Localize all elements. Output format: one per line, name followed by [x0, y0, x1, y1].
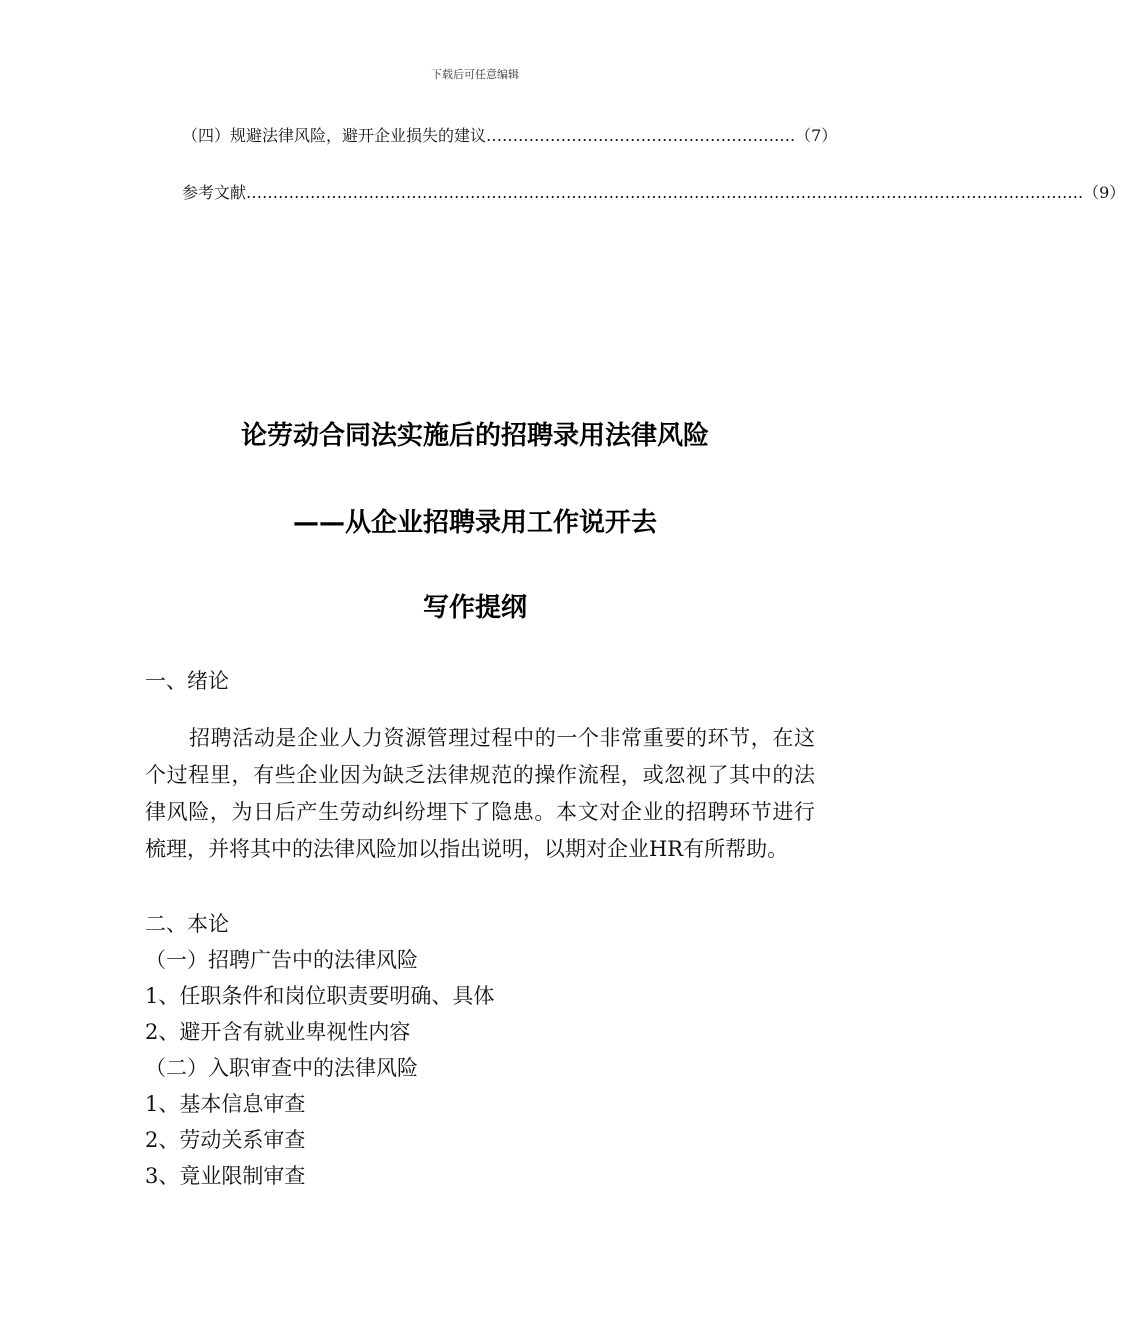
list-item: 2、劳动关系审查: [145, 1128, 306, 1152]
section-heading-introduction: 一、绪论: [145, 669, 229, 693]
toc-entry[interactable]: [182, 125, 838, 147]
outline-heading: 写作提纲: [422, 593, 527, 623]
list-item: 3、竟业限制审查: [145, 1164, 306, 1188]
toc-page-number: .（7）: [790, 126, 838, 145]
subsection-heading: （一）招聘广告中的法律风险: [145, 948, 418, 972]
toc-page-number: .（9）: [1078, 183, 1125, 202]
toc-entry-label: （四）规避法律风险，避开企业损失的建议: [182, 126, 487, 145]
intro-paragraph: 招聘活动是企业人力资源管理过程中的一个非常重要的环节，在这个过程里，有些企业因为缺乏法律规范的操作流程，或忽视了其中的法律风险，为日后产生劳动纠纷埋下了隐患。本文对企业的招聘环节进行梳理，并将其中的法律风险加以指出说明，以期对企业HR有所帮助。: [145, 726, 815, 861]
list-item: 1、基本信息审查: [145, 1092, 306, 1116]
toc-leader-dots: …………………………………………………: [486, 126, 791, 145]
header-note: 下载后可任意编辑: [431, 68, 519, 81]
toc-entry-label: 参考文献: [182, 183, 247, 202]
toc-leader-dots: …………………………………………………………………………………………………………………………………………: [246, 183, 1079, 202]
document-title: 论劳动合同法实施后的招聘录用法律风险: [240, 421, 709, 451]
toc-entry[interactable]: [182, 182, 1125, 204]
list-item: 2、避开含有就业卑视性内容: [145, 1020, 411, 1044]
section-heading-main-body: 二、本论: [145, 912, 229, 936]
list-item: 1、任职条件和岗位职责要明确、具体: [145, 984, 495, 1008]
subsection-heading: （二）入职审查中的法律风险: [145, 1056, 418, 1080]
document-subtitle: ——从企业招聘录用工作说开去: [292, 508, 657, 538]
